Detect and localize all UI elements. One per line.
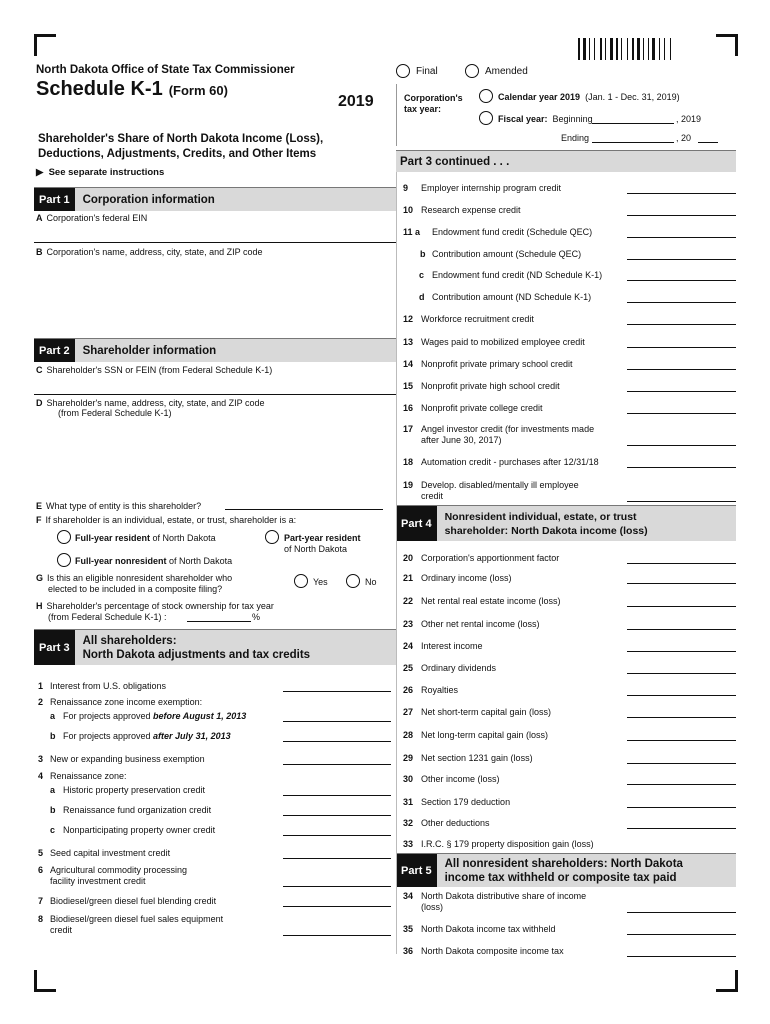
line-number: 21 — [403, 573, 414, 583]
amount-field[interactable] — [627, 651, 736, 652]
line-number: 9 — [403, 183, 409, 193]
calendar-year-label: Calendar year 2019 (Jan. 1 - Dec. 31, 2019) — [498, 92, 680, 102]
line-number: 7 — [38, 896, 44, 906]
line-number: 31 — [403, 797, 414, 807]
line-text: Endowment fund credit (ND Schedule K-1) — [432, 270, 603, 280]
line-number: 8 — [38, 914, 44, 924]
line-text: New or expanding business exemption — [50, 754, 205, 764]
line-a: A Corporation's federal EIN — [36, 213, 148, 223]
part1-bar — [34, 187, 396, 211]
line-text: Contribution amount (ND Schedule K-1) — [432, 292, 592, 302]
line-number: c — [50, 825, 56, 835]
line-text: Net short-term capital gain (loss) — [421, 707, 552, 717]
line-text: For projects approved before August 1, 2013 — [63, 711, 247, 721]
line-number: 10 — [403, 205, 414, 215]
corp-tax-year-label-2: tax year: — [404, 104, 442, 114]
amount-field[interactable] — [627, 193, 736, 194]
line-e: E What type of entity is this shareholder? — [36, 501, 202, 511]
line-text: Renaissance zone income exemption: — [50, 697, 203, 707]
part3-title: All shareholders: North Dakota adjustments and tax credits — [82, 634, 311, 661]
line-text: Royalties — [421, 685, 459, 695]
amount-field[interactable] — [627, 629, 736, 630]
line-number: 17 — [403, 424, 414, 434]
final-label: Final — [416, 66, 438, 77]
amount-field[interactable] — [627, 259, 736, 260]
amount-field[interactable] — [283, 935, 391, 936]
line-number: 27 — [403, 707, 414, 717]
part3-label: Part 3 — [34, 630, 75, 665]
line-number: 5 — [38, 848, 44, 858]
line-text: Nonprofit private college credit — [421, 403, 543, 413]
line-text: Research expense credit — [421, 205, 521, 215]
fiscal-year-radio[interactable] — [479, 111, 493, 125]
ending-date-field[interactable] — [592, 142, 674, 143]
corner-mark-top-left — [34, 34, 56, 56]
line-text: Renaissance fund organization credit — [63, 805, 212, 815]
beginning-date-field[interactable] — [592, 123, 674, 124]
part2-bar — [34, 338, 396, 362]
line-text: Ordinary income (loss) — [421, 573, 512, 583]
line-text: Other net rental income (loss) — [421, 619, 540, 629]
line-h: H Shareholder's percentage of stock ownership for tax year — [36, 601, 274, 611]
corner-mark-bottom-right — [716, 970, 738, 992]
line-text: Corporation's apportionment factor — [421, 553, 560, 563]
amount-field[interactable] — [627, 302, 736, 303]
line-text-cont: credit — [421, 491, 444, 501]
line-text: Ordinary dividends — [421, 663, 497, 673]
ending-year-field[interactable] — [698, 142, 718, 143]
part5-title: All nonresident shareholders: North Dakota income tax withheld or composite tax paid — [444, 857, 683, 884]
corner-mark-top-right — [716, 34, 738, 56]
line-number: 1 — [38, 681, 44, 691]
line-text: Nonprofit private high school credit — [421, 381, 560, 391]
ein-field-line[interactable] — [34, 242, 396, 243]
barcode-graphic — [578, 32, 696, 60]
amount-field[interactable] — [283, 815, 391, 816]
line-number: 26 — [403, 685, 414, 695]
line-number: 16 — [403, 403, 414, 413]
full-year-resident-radio[interactable] — [57, 530, 71, 544]
amount-field[interactable] — [283, 906, 391, 907]
fiscal-year-label: Fiscal year: Beginning — [498, 114, 593, 124]
line-text: Other income (loss) — [421, 774, 500, 784]
line-d-sub: (from Federal Schedule K-1) — [58, 408, 172, 418]
part3-continued-bar — [396, 150, 736, 172]
amount-field[interactable] — [283, 795, 391, 796]
amount-field[interactable] — [627, 740, 736, 741]
ssn-field-line[interactable] — [34, 394, 396, 395]
line-text-cont: credit — [50, 925, 73, 935]
line-text: Contribution amount (Schedule QEC) — [432, 249, 582, 259]
line-number: 6 — [38, 865, 44, 875]
line-text: Develop. disabled/mentally ill employee — [421, 480, 579, 490]
amount-field[interactable] — [627, 324, 736, 325]
amount-field[interactable] — [283, 721, 391, 722]
full-year-resident-label: Full-year resident of North Dakota — [75, 533, 216, 543]
see-instructions: ▶ See separate instructions — [36, 167, 165, 178]
line-number: 18 — [403, 457, 414, 467]
form-number: (Form 60) — [168, 83, 228, 98]
line-text-cont: facility investment credit — [50, 876, 146, 886]
amount-field[interactable] — [627, 606, 736, 607]
line-number: 22 — [403, 596, 414, 606]
line-number: b — [50, 731, 56, 741]
line-text: Angel investor credit (for investments made — [421, 424, 595, 434]
line-b: B Corporation's name, address, city, state, and ZIP code — [36, 247, 263, 257]
corp-tax-year-label-1: Corporation's — [404, 93, 463, 103]
line-number: 24 — [403, 641, 414, 651]
amount-field[interactable] — [283, 858, 391, 859]
amount-field[interactable] — [627, 717, 736, 718]
ending-year: , 20 — [676, 133, 692, 143]
line-text: North Dakota distributive share of income — [421, 891, 587, 901]
line-text: Nonprofit private primary school credit — [421, 359, 573, 369]
part3-continued-title: Part 3 continued . . . — [400, 155, 510, 168]
part2-label: Part 2 — [34, 339, 75, 362]
corner-mark-bottom-left — [34, 970, 56, 992]
line-number: 12 — [403, 314, 414, 324]
amount-field[interactable] — [627, 280, 736, 281]
line-text: Net long-term capital gain (loss) — [421, 730, 549, 740]
amount-field[interactable] — [627, 215, 736, 216]
amount-field[interactable] — [627, 501, 736, 502]
line-number: 29 — [403, 753, 414, 763]
part1-title: Corporation information — [82, 193, 215, 206]
amount-field[interactable] — [627, 467, 736, 468]
line-text: Agricultural commodity processing — [50, 865, 188, 875]
line-text: Endowment fund credit (Schedule QEC) — [432, 227, 593, 237]
arrow-right-icon: ▶ — [36, 167, 44, 178]
composite-yes-label: Yes — [313, 577, 328, 587]
line-text: Workforce recruitment credit — [421, 314, 534, 324]
line-text: Net rental real estate income (loss) — [421, 596, 561, 606]
line-text: North Dakota composite income tax — [421, 946, 564, 956]
amount-field[interactable] — [627, 347, 736, 348]
amount-field[interactable] — [627, 237, 736, 238]
amount-field[interactable] — [283, 741, 391, 742]
line-number: 35 — [403, 924, 414, 934]
ownership-pct-field[interactable] — [187, 621, 251, 622]
full-year-nonresident-radio[interactable] — [57, 553, 71, 567]
line-number: 33 — [403, 839, 414, 849]
composite-no-radio[interactable] — [346, 574, 360, 588]
final-radio[interactable] — [396, 64, 410, 78]
line-number: a — [50, 711, 56, 721]
line-number: 25 — [403, 663, 414, 673]
line-text: Automation credit - purchases after 12/31/18 — [421, 457, 599, 467]
line-c: C Shareholder's SSN or FEIN (from Federal Schedule K-1) — [36, 365, 273, 375]
line-number: 3 — [38, 754, 44, 764]
line-text: Nonparticipating property owner credit — [63, 825, 216, 835]
amount-field[interactable] — [627, 563, 736, 564]
agency-name: North Dakota Office of State Tax Commissioner — [36, 64, 295, 76]
line-number: 19 — [403, 480, 414, 490]
line-text: Seed capital investment credit — [50, 848, 171, 858]
line-number: 36 — [403, 946, 414, 956]
part1-label: Part 1 — [34, 188, 75, 211]
amount-field[interactable] — [627, 413, 736, 414]
amount-field[interactable] — [627, 934, 736, 935]
line-number: 2 — [38, 697, 44, 707]
part-year-resident-sub: of North Dakota — [284, 544, 348, 554]
line-g: G Is this an eligible nonresident shareholder who — [36, 573, 233, 583]
line-text-cont: (loss) — [421, 902, 443, 912]
amount-field[interactable] — [627, 583, 736, 584]
line-number: 28 — [403, 730, 414, 740]
line-d: D Shareholder's name, address, city, state, and ZIP code — [36, 398, 265, 408]
line-number: a — [50, 785, 56, 795]
part-year-resident-radio[interactable] — [265, 530, 279, 544]
entity-type-field[interactable] — [225, 509, 383, 510]
line-text: Interest income — [421, 641, 483, 651]
amended-label: Amended — [485, 66, 528, 77]
part4-label: Part 4 — [396, 506, 437, 541]
line-text: Net section 1231 gain (loss) — [421, 753, 533, 763]
amount-field[interactable] — [627, 369, 736, 370]
line-number: b — [420, 249, 426, 259]
line-g-sub: elected to be included in a composite filing? — [48, 584, 223, 594]
amount-field[interactable] — [627, 784, 736, 785]
beginning-year: , 2019 — [676, 114, 702, 124]
line-f: F If shareholder is an individual, estate, or trust, shareholder is a: — [36, 515, 297, 525]
schedule-title: Schedule K-1 — [36, 78, 163, 100]
line-text: Wages paid to mobilized employee credit — [421, 337, 585, 347]
line-number: 11 a — [403, 227, 421, 237]
amended-radio[interactable] — [465, 64, 479, 78]
form-heading — [38, 132, 388, 162]
amount-field[interactable] — [627, 828, 736, 829]
amount-field[interactable] — [627, 763, 736, 764]
line-number: 32 — [403, 818, 414, 828]
part4-title: Nonresident individual, estate, or trust shareholder: North Dakota income (loss) — [444, 510, 648, 537]
part4-bar — [396, 505, 736, 541]
calendar-year-radio[interactable] — [479, 89, 493, 103]
line-text: Other deductions — [421, 818, 490, 828]
amount-field[interactable] — [283, 886, 391, 887]
amount-field[interactable] — [283, 691, 391, 692]
ending-label: Ending — [561, 133, 590, 143]
line-number: 15 — [403, 381, 414, 391]
line-text: Employer internship program credit — [421, 183, 562, 193]
composite-no-label: No — [365, 577, 377, 587]
line-text: For projects approved after July 31, 2013 — [63, 731, 231, 741]
composite-yes-radio[interactable] — [294, 574, 308, 588]
full-year-nonresident-label: Full-year nonresident of North Dakota — [75, 556, 233, 566]
heading-line-1: Shareholder's Share of North Dakota Income (Loss), — [38, 133, 324, 145]
amount-field[interactable] — [627, 391, 736, 392]
pct-sign: % — [252, 612, 261, 622]
line-text: Biodiesel/green diesel fuel blending credit — [50, 896, 217, 906]
part5-bar — [396, 853, 736, 887]
line-number: 4 — [38, 771, 44, 781]
line-text: I.R.C. § 179 property disposition gain (loss) — [421, 839, 594, 849]
amount-field[interactable] — [627, 807, 736, 808]
amount-field[interactable] — [627, 673, 736, 674]
part5-label: Part 5 — [396, 854, 437, 887]
line-number: c — [419, 270, 425, 280]
line-number: 20 — [403, 553, 414, 563]
part3-bar — [34, 629, 396, 665]
line-number: d — [419, 292, 425, 302]
tax-year: 2019 — [338, 93, 374, 110]
part-year-resident-label: Part-year resident — [284, 533, 361, 543]
line-number: 34 — [403, 891, 414, 901]
line-number: b — [50, 805, 56, 815]
amount-field[interactable] — [627, 956, 736, 957]
part2-title: Shareholder information — [82, 344, 217, 357]
amount-field[interactable] — [627, 445, 736, 446]
line-text: Historic property preservation credit — [63, 785, 206, 795]
amount-field[interactable] — [627, 695, 736, 696]
line-number: 14 — [403, 359, 414, 369]
amount-field[interactable] — [627, 912, 736, 913]
line-text: North Dakota income tax withheld — [421, 924, 556, 934]
line-text: Interest from U.S. obligations — [50, 681, 167, 691]
line-h-sub: (from Federal Schedule K-1) : — [48, 612, 167, 622]
line-number: 30 — [403, 774, 414, 784]
line-number: 13 — [403, 337, 414, 347]
amount-field[interactable] — [283, 764, 391, 765]
form-title — [36, 78, 228, 101]
heading-line-2: Deductions, Adjustments, Credits, and Other Items — [38, 148, 317, 160]
line-text-cont: after June 30, 2017) — [421, 435, 502, 445]
line-text: Biodiesel/green diesel fuel sales equipment — [50, 914, 224, 924]
line-text: Section 179 deduction — [421, 797, 511, 807]
line-text: Renaissance zone: — [50, 771, 127, 781]
line-number: 23 — [403, 619, 414, 629]
amount-field[interactable] — [283, 835, 391, 836]
